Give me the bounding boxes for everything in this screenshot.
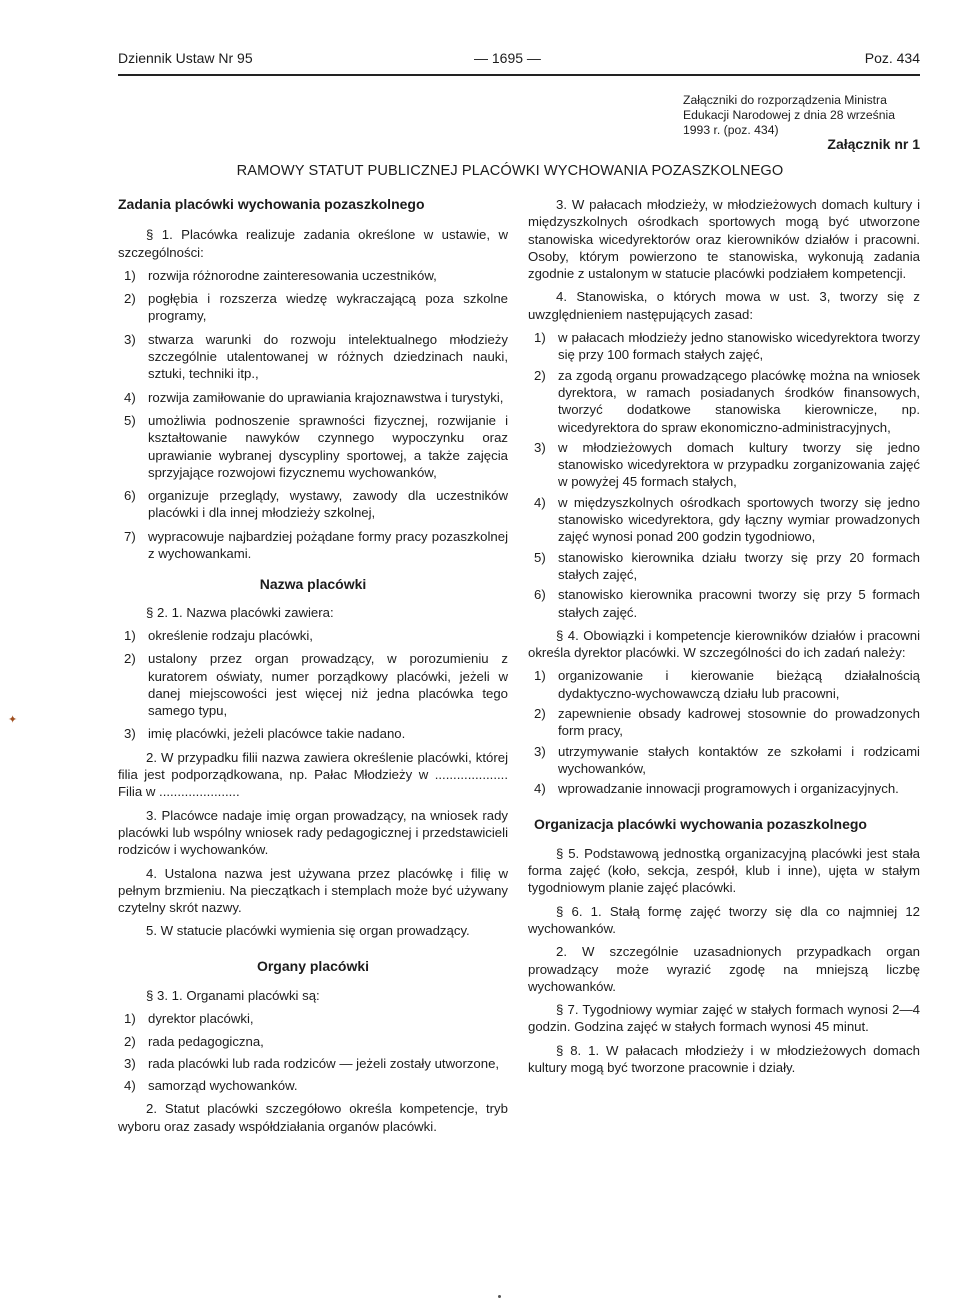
list-item-number: 2) <box>124 651 136 667</box>
section-heading-name: Nazwa placówki <box>259 576 367 593</box>
list-item-number: 7) <box>124 528 136 544</box>
list-item <box>528 705 920 740</box>
annex-note: Załączniki do rozporządzenia Ministra Edukacji Narodowej z dnia 28 września 1993 r. (poz. 434) <box>683 93 896 137</box>
list-item-number: 5) <box>124 412 136 428</box>
list-item-text: rada pedagogiczna, <box>148 1033 264 1049</box>
list-item <box>118 331 508 383</box>
list-item-text: zapewnienie obsady kadrowej stosownie do prowadzonych form pracy, <box>558 706 920 739</box>
paragraph-2-4: 4. Ustalona nazwa jest używana przez placówkę i filię w pełnym brzmieniu. Na pieczątkach i stemplach może być używany czytelny skrót nazwy. <box>118 865 508 916</box>
list-item <box>118 290 508 325</box>
paragraph-2-2: 2. W przypadku filii nazwa zawiera określenie placówki, której filia jest podporządkowana, np. Pałac Młodzieży w .................... Filia w ...................... <box>118 749 508 800</box>
list-item-number: 4) <box>534 781 546 797</box>
list-item-number: 1) <box>124 1011 136 1027</box>
paragraph-r8: § 8. 1. W pałacach młodzieży i w młodzieżowych domach kultury mogą być tworzone pracownie i działy. <box>528 1042 920 1076</box>
list-item <box>118 412 508 481</box>
positions-list <box>528 329 920 621</box>
list-item-number: 1) <box>124 267 136 283</box>
annex-number: Załącznik nr 1 <box>827 136 920 152</box>
list-item <box>118 1033 508 1050</box>
list-item-number: 4) <box>124 1078 136 1094</box>
paragraph-r5: § 6. 1. Stałą formę zajęć tworzy się dla co najmniej 12 wychowanków. <box>528 903 920 936</box>
paragraph-2: § 2. 1. Nazwa placówki zawiera: <box>146 604 334 620</box>
tasks-list <box>118 267 508 562</box>
section-heading-organization: Organizacja placówki wychowania pozaszkolnego <box>534 815 867 832</box>
list-item-text: umożliwia podnoszenie sprawności fizycznej, rozwijanie i kształtowanie nawyków czynnego wypoczynku oraz uprawianie wybranej dyscypliny sportowej, a także zajęcia sprzyjające rozwojowi fizycznemu wychowanków, <box>148 412 508 480</box>
list-item-number: 3) <box>534 743 546 759</box>
section-heading-organs: Organy placówki <box>256 957 370 974</box>
list-item-text: stwarza warunki do rozwoju intelektualnego młodzieży szczególnie utalentowanej w różnych dziedzinach nauki, sztuki, techniki itp., <box>148 331 508 382</box>
paragraph-2-3: 3. Placówce nadaje imię organ prowadzący, na wniosek rady placówki lub wspólny wniosek rady pedagogicznej i przedstawicieli rodziców i wychowanków. <box>118 807 508 858</box>
list-item <box>528 780 920 797</box>
list-item-text: rozwija różnorodne zainteresowania uczestników, <box>148 267 437 283</box>
list-item-text: organizuje przeglądy, wystawy, zawody dla uczestników placówki i dla innej młodzieży szkolnej, <box>148 488 508 521</box>
paragraph-2-5: 5. W statucie placówki wymienia się organ prowadzący. <box>146 923 470 939</box>
list-item-number: 3) <box>124 1055 136 1071</box>
paragraph-r2: 4. Stanowiska, o których mowa w ust. 3, tworzy się z uwzględnieniem następujących zasad: <box>528 289 920 322</box>
list-item-text: w młodzieżowych domach kultury tworzy się jedno stanowisko wicedyrektora w przypadku zorganizowania zajęć w powyżej 45 formach stałych, <box>558 439 920 490</box>
list-item-number: 3) <box>534 439 546 455</box>
list-item-number: 2) <box>124 291 136 307</box>
list-item <box>528 439 920 491</box>
list-item-text: stanowisko kierownika działu tworzy się przy 20 formach stałych zajęć, <box>558 549 920 582</box>
paragraph-r4: § 5. Podstawową jednostką organizacyjną placówki jest stała forma zajęć (koło, sekcja, zespół, klub i inne), ujęta w stałym tygodniowym planie zajęć placówki. <box>528 845 920 896</box>
section-heading-tasks: Zadania placówki wychowania pozaszkolnego <box>118 196 425 212</box>
list-item-number: 1) <box>534 668 546 684</box>
list-item-text: imię placówki, jeżeli placówce takie nadano. <box>148 726 406 742</box>
list-item-number: 3) <box>124 331 136 347</box>
position-number: Poz. 434 <box>864 50 920 66</box>
list-item <box>528 494 920 546</box>
left-column <box>118 196 508 1135</box>
list-item-text: rozwija zamiłowanie do uprawiania krajoznawstwa i turystyki, <box>148 389 504 405</box>
paragraph-r6: 2. W szczególnie uzasadnionych przypadkach organ prowadzący może wyrazić zgodę na mniejszą liczbę wychowanków. <box>528 944 920 994</box>
organs-list <box>118 1010 508 1094</box>
list-item-text: w międzyszkolnych ośrodkach sportowych tworzy się jedno stanowisko wicedyrektora, gdy łączny wymiar prowadzonych zajęć wynosi ponad 200 godzin tygodniowo, <box>558 494 920 545</box>
list-item-text: ustalony przez organ prowadzący, w porozumieniu z kuratorem oświaty, numer porządkowy placówki, jeżeli w danej miejscowości jest więcej niż jedna placówka tego samego typu, <box>148 651 508 719</box>
page-header <box>118 50 920 70</box>
duties-list <box>528 667 920 797</box>
paragraph-3: § 3. 1. Organami placówki są: <box>146 987 320 1003</box>
list-item-text: rada placówki lub rada rodziców — jeżeli zostały utworzone, <box>148 1055 500 1071</box>
list-item-number: 3) <box>124 726 136 742</box>
list-item-number: 4) <box>124 389 136 405</box>
header-rule <box>118 74 920 76</box>
right-column <box>528 196 920 1076</box>
list-item-number: 2) <box>534 367 546 383</box>
paragraph-3-2: 2. Statut placówki szczegółowo określa kompetencje, tryb wyboru oraz zasady współdziałania organów placówki. <box>118 1101 508 1134</box>
list-item-text: organizowanie i kierowanie bieżącą działalnością dydaktyczno-wychowawczą działu lub pracowni, <box>558 668 920 701</box>
list-item <box>528 367 920 436</box>
paragraph-1: § 1. Placówka realizuje zadania określone w ustawie, w szczególności: <box>118 227 508 260</box>
list-item <box>118 1055 508 1072</box>
list-item-number: 2) <box>124 1033 136 1049</box>
journal-title: Dziennik Ustaw Nr 95 <box>118 50 253 66</box>
list-item <box>118 1010 508 1027</box>
list-item-number: 6) <box>124 488 136 504</box>
list-item-number: 1) <box>534 330 546 346</box>
list-item-text: dyrektor placówki, <box>148 1011 254 1027</box>
bottom-dot <box>498 1295 501 1298</box>
page-number: — 1695 — <box>474 50 541 66</box>
list-item-text: za zgodą organu prowadzącego placówkę można na wniosek dyrektora, w ramach posiadanych środków finansowych, tworzyć dodatkowe stanowiska kierownicze, np. wicedyrektora do spraw ekonomiczno-administracyjnych, <box>558 367 920 435</box>
paragraph-r1: 3. W pałacach młodzieży, w młodzieżowych domach kultury i międzyszkolnych ośrodkach sportowych mogą być utworzone stanowiska wicedyrektorów oraz kierowników działów i pracowni. Osoby, którym powierzono te stanowiska, wykonują zadania zgodnie z ustalonym w statucie placówki podziałem kompetencji. <box>528 197 920 282</box>
list-item <box>528 549 920 584</box>
list-item <box>118 627 508 644</box>
margin-mark: ✦ <box>8 714 18 726</box>
list-item-text: w pałacach młodzieży jedno stanowisko wicedyrektora tworzy się przy 100 formach stałych zajęć, <box>558 330 920 363</box>
list-item <box>528 586 920 621</box>
list-item-number: 6) <box>534 587 546 603</box>
list-item-number: 5) <box>534 549 546 565</box>
list-item <box>528 329 920 364</box>
paragraph-r3: § 4. Obowiązki i kompetencje kierowników działów i pracowni określa dyrektor placówki. W szczególności do ich zadań należy: <box>528 627 920 661</box>
list-item-text: wprowadzanie innowacji programowych i organizacyjnych. <box>558 781 899 797</box>
document-title: RAMOWY STATUT PUBLICZNEJ PLACÓWKI WYCHOWANIA POZASZKOLNEGO <box>236 163 784 179</box>
paragraph-r7: § 7. Tygodniowy wymiar zajęć w stałych formach wynosi 2—4 godzin. Godzina zajęć w stałych formach wynosi 45 minut. <box>528 1002 920 1035</box>
list-item-text: stanowisko kierownika pracowni tworzy się przy 5 formach stałych zajęć. <box>558 587 920 620</box>
list-item-number: 2) <box>534 706 546 722</box>
list-item <box>118 389 508 406</box>
list-item-number: 4) <box>534 494 546 510</box>
list-item <box>118 1077 508 1094</box>
list-item-text: utrzymywanie stałych kontaktów ze szkołami i rodzicami wychowanków, <box>558 743 920 776</box>
name-list <box>118 627 508 743</box>
list-item <box>118 650 508 719</box>
list-item <box>118 528 508 563</box>
list-item <box>118 725 508 742</box>
list-item-text: określenie rodzaju placówki, <box>148 627 313 643</box>
list-item <box>528 743 920 778</box>
list-item-number: 1) <box>124 627 136 643</box>
list-item <box>118 267 508 284</box>
list-item <box>528 667 920 702</box>
list-item <box>118 487 508 522</box>
list-item-text: samorząd wychowanków. <box>148 1078 298 1094</box>
list-item-text: pogłębia i rozszerza wiedzę wykraczającą poza szkolne programy, <box>148 291 508 324</box>
list-item-text: wypracowuje najbardziej pożądane formy pracy pozaszkolnej z wychowankami. <box>148 528 508 562</box>
